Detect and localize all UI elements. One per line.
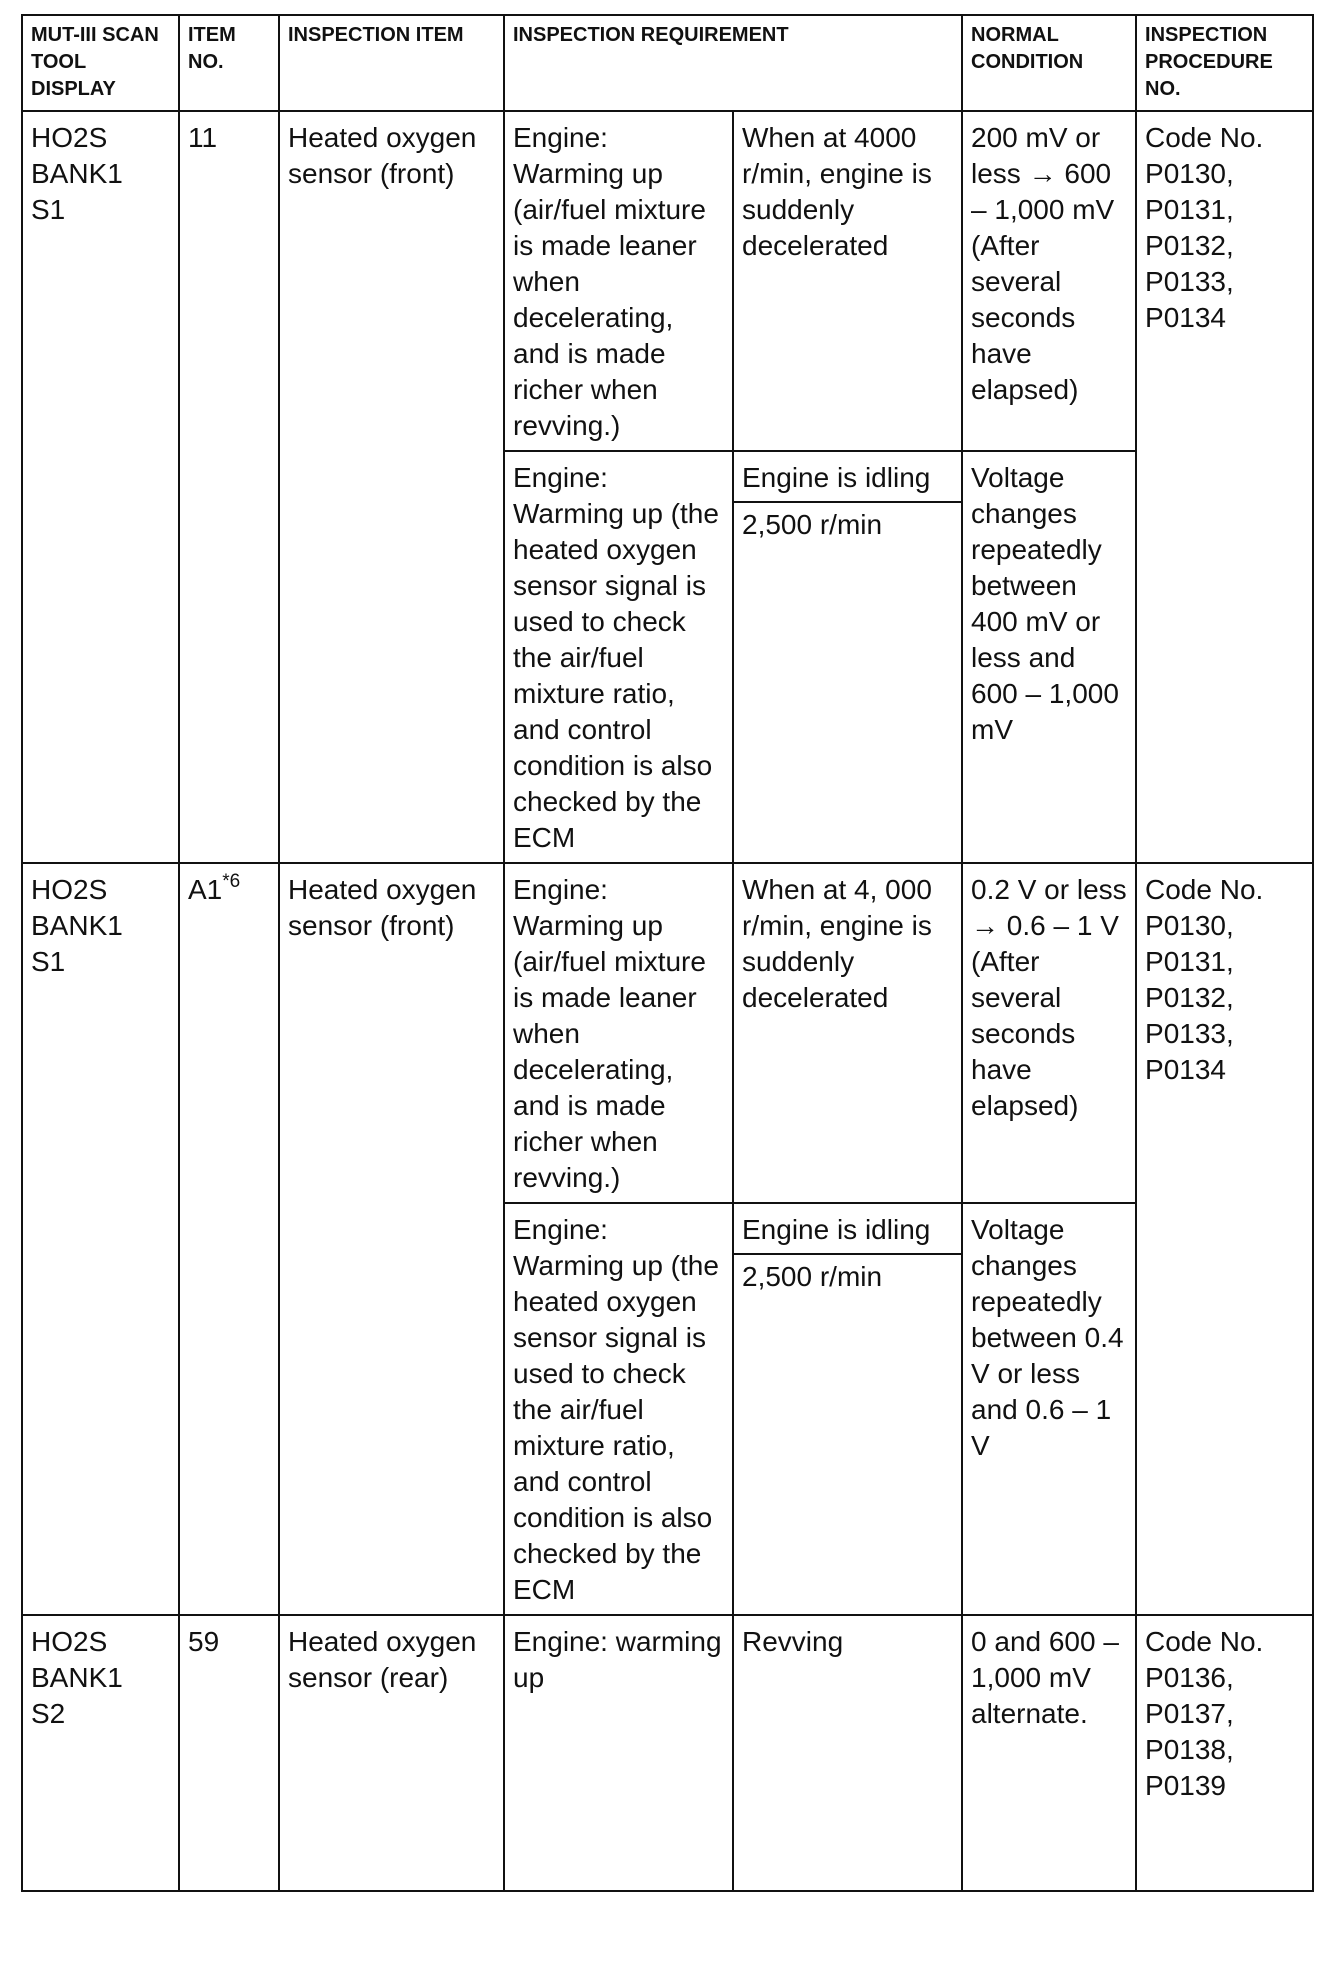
requirement-state-cell: Revving	[733, 1615, 962, 1891]
table-row	[22, 863, 1313, 1203]
header-inspection-item: INSPECTION ITEM	[279, 15, 504, 111]
normal-condition-cell: 0.2 V or less → 0.6 – 1 V (After several seconds have elapsed)	[962, 863, 1136, 1203]
header-procedure-no: INSPECTION PROCEDURE NO.	[1136, 15, 1313, 111]
inspection-item-cell: Heated oxygen sensor (rear)	[279, 1615, 504, 1891]
normal-condition-cell: Voltage changes repeatedly between 400 mV or less and 600 – 1,000 mV	[962, 451, 1136, 863]
requirement-condition-cell: Engine: warming up	[504, 1615, 733, 1891]
state-2500rpm: 2,500 r/min	[742, 1261, 883, 1292]
table-row	[22, 1615, 1313, 1891]
header-display: MUT-III SCAN TOOL DISPLAY	[22, 15, 179, 111]
table-row	[22, 111, 1313, 451]
normal-condition-cell: Voltage changes repeatedly between 0.4 V or less and 0.6 – 1 V	[962, 1203, 1136, 1615]
requirement-condition-cell: Engine: Warming up (the heated oxygen sensor signal is used to check the air/fuel mixture ratio, and control condition is also checked by the ECM	[504, 451, 733, 863]
item-no-cell: 59	[179, 1615, 279, 1891]
requirement-state-split	[733, 451, 962, 863]
procedure-cell: Code No. P0130, P0131, P0132, P0133, P0134	[1136, 863, 1313, 1615]
state-idling: Engine is idling	[734, 452, 961, 503]
procedure-cell: Code No. P0136, P0137, P0138, P0139	[1136, 1615, 1313, 1891]
header-row	[22, 15, 1313, 111]
normal-condition-cell: 0 and 600 – 1,000 mV alternate.	[962, 1615, 1136, 1891]
header-inspection-requirement: INSPECTION REQUIREMENT	[504, 15, 962, 111]
inspection-item-cell: Heated oxygen sensor (front)	[279, 111, 504, 863]
requirement-state-split	[733, 1203, 962, 1615]
requirement-state-cell: When at 4000 r/min, engine is suddenly decelerated	[733, 111, 962, 451]
requirement-state-cell: When at 4, 000 r/min, engine is suddenly decelerated	[733, 863, 962, 1203]
item-no-cell: 11	[179, 111, 279, 863]
state-idling: Engine is idling	[734, 1204, 961, 1255]
display-cell: HO2S BANK1 S1	[22, 111, 179, 863]
display-cell: HO2S BANK1 S2	[22, 1615, 179, 1891]
requirement-condition-cell: Engine: Warming up (the heated oxygen sensor signal is used to check the air/fuel mixture ratio, and control condition is also checked by the ECM	[504, 1203, 733, 1615]
header-normal-condition: NORMAL CONDITION	[962, 15, 1136, 111]
inspection-item-cell: Heated oxygen sensor (front)	[279, 863, 504, 1615]
item-no-cell	[179, 863, 279, 1615]
inspection-table	[21, 14, 1314, 1892]
state-2500rpm: 2,500 r/min	[742, 509, 883, 540]
requirement-condition-cell: Engine: Warming up (air/fuel mixture is made leaner when decelerating, and is made richer when revving.)	[504, 111, 733, 451]
header-item-no: ITEM NO.	[179, 15, 279, 111]
display-cell: HO2S BANK1 S1	[22, 863, 179, 1615]
requirement-condition-cell: Engine: Warming up (air/fuel mixture is made leaner when decelerating, and is made richer when revving.)	[504, 863, 733, 1203]
normal-condition-cell: 200 mV or less → 600 – 1,000 mV (After several seconds have elapsed)	[962, 111, 1136, 451]
procedure-cell: Code No. P0130, P0131, P0132, P0133, P0134	[1136, 111, 1313, 863]
item-no-text: A1	[188, 874, 223, 905]
item-no-footnote: *6	[222, 871, 241, 892]
